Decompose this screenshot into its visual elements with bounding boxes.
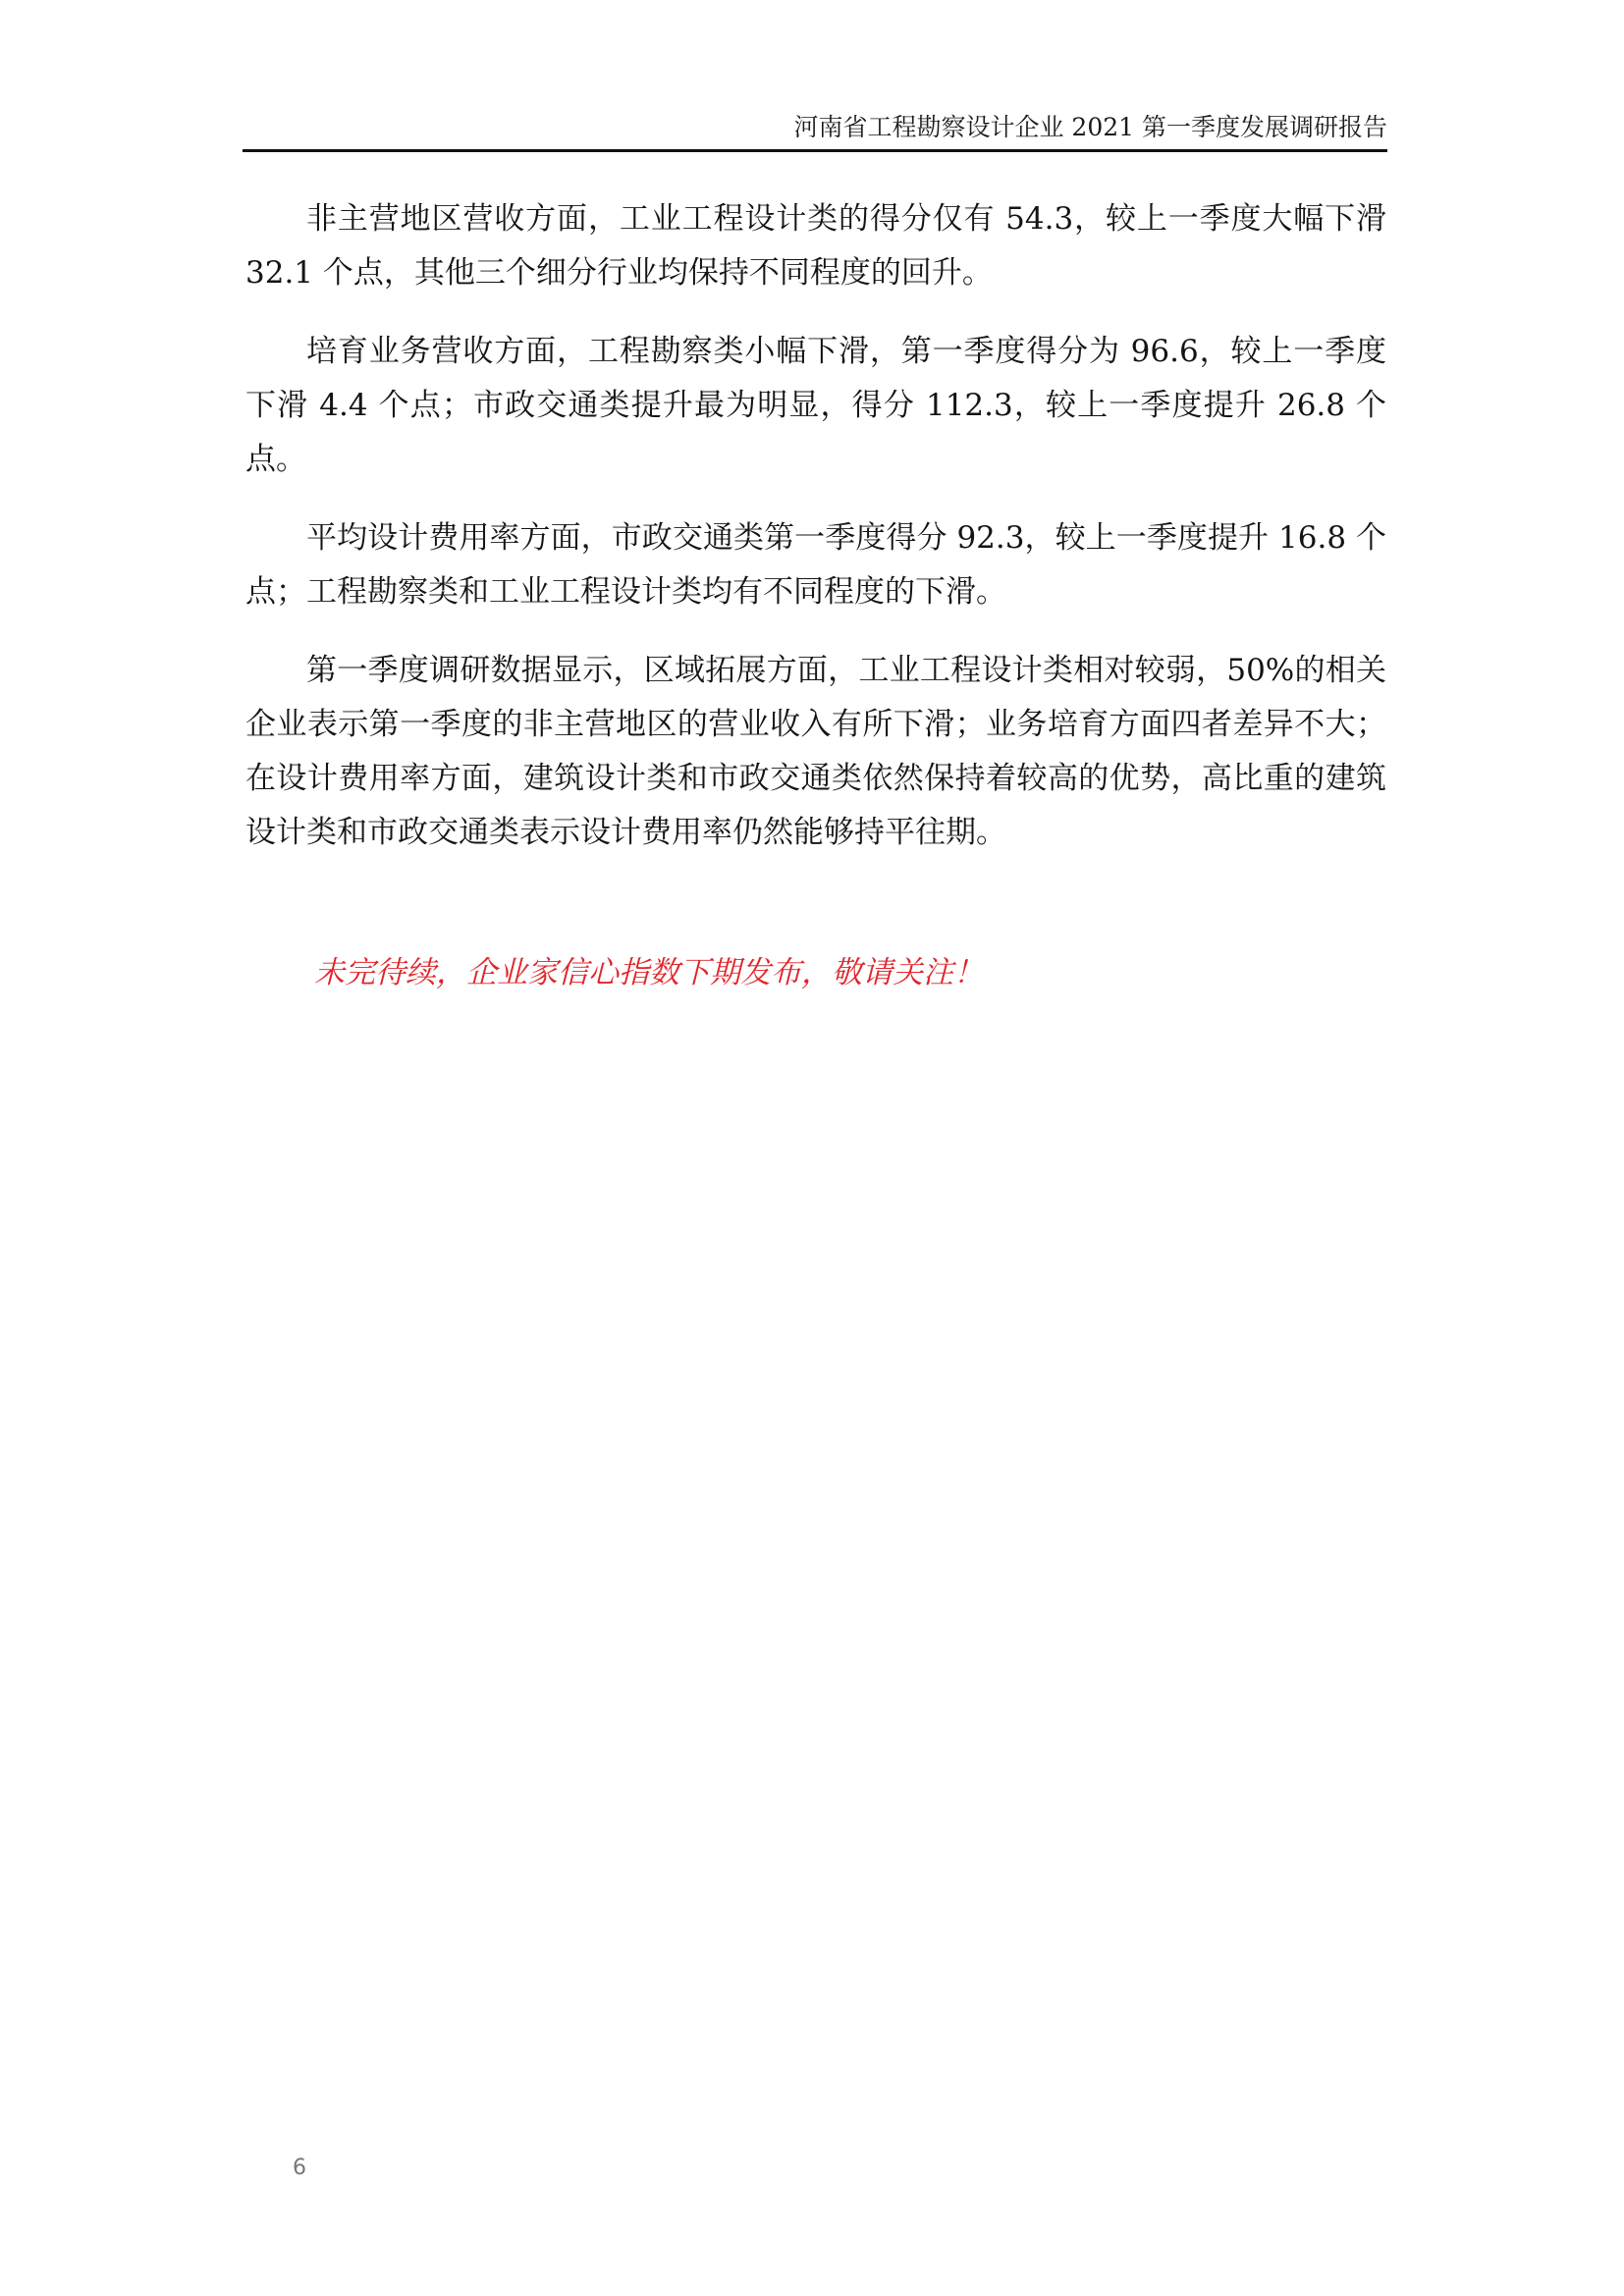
paragraph-cultivated-business-revenue: 培育业务营收方面，工程勘察类小幅下滑，第一季度得分为 96.6，较上一季度下滑 4.4 个点；市政交通类提升最为明显，得分 112.3，较上一季度提升 26.8 个点。 — [245, 334, 1386, 477]
paragraph-regional-revenue: 非主营地区营收方面，工业工程设计类的得分仅有 54.3，较上一季度大幅下滑 32.1 个点，其他三个细分行业均保持不同程度的回升。 — [245, 201, 1386, 291]
running-header: 河南省工程勘察设计企业 2021 第一季度发展调研报告 — [793, 113, 1387, 141]
header-rule — [243, 149, 1387, 152]
body-text — [245, 192, 1386, 884]
to-be-continued-notice: 未完待续，企业家信心指数下期发布，敬请关注！ — [314, 955, 984, 990]
page-number: 6 — [293, 2156, 306, 2180]
paragraph-survey-summary: 第一季度调研数据显示，区域拓展方面，工业工程设计类相对较弱，50%的相关企业表示第一季度的非主营地区的营业收入有所下滑；业务培育方面四者差异不大；在设计费用率方面，建筑设计类和市政交通类依然保持着较高的优势，高比重的建筑设计类和市政交通类表示设计费用率仍然能够持平往期。 — [245, 653, 1386, 850]
paragraph-design-fee-rate: 平均设计费用率方面，市政交通类第一季度得分 92.3，较上一季度提升 16.8 个点；工程勘察类和工业工程设计类均有不同程度的下滑。 — [245, 520, 1386, 610]
